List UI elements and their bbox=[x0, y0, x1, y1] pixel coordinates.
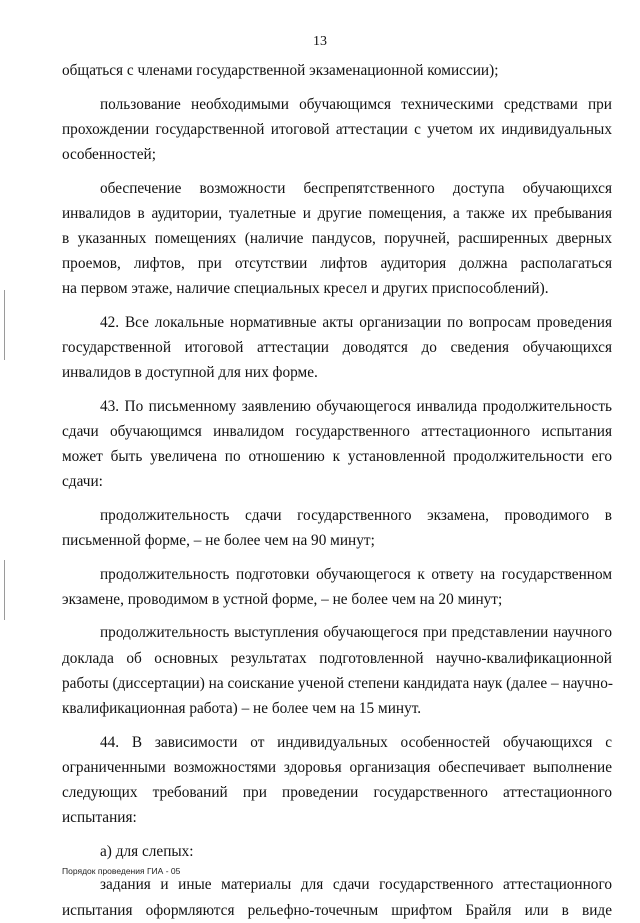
text-line: 44. В зависимости от индивидуальных особенностей обучающихся с bbox=[100, 733, 612, 751]
text-line: государственной итоговой аттестации доводятся до сведения обучающихся bbox=[62, 339, 612, 357]
text-line: следующих требований при проведении государственного аттестационного bbox=[62, 784, 612, 801]
text-line: прохождении государственной итоговой аттестации с учетом их индивидуальных bbox=[62, 120, 612, 138]
text-line: квалификационная работа) – не более чем на 15 минут. bbox=[62, 700, 422, 718]
paragraph-gap bbox=[62, 167, 612, 175]
paragraph-gap bbox=[62, 721, 612, 729]
paragraph-gap bbox=[62, 612, 612, 620]
text-line: испытания: bbox=[62, 809, 137, 827]
paragraph-gap bbox=[62, 830, 612, 838]
text-line: 43. По письменному заявлению обучающегося инвалида продолжительность bbox=[100, 397, 612, 415]
text-line: письменной форме, – не более чем на 90 минут; bbox=[62, 532, 375, 550]
text-line: продолжительность подготовки обучающегося к ответу на государственном bbox=[100, 565, 612, 583]
paragraph-gap bbox=[62, 385, 612, 393]
text-line: на первом этаже, наличие специальных кресел и других приспособлений). bbox=[62, 280, 549, 298]
text-line: инвалидов в аудитории, туалетные и другие помещения, а также их пребывания bbox=[62, 204, 612, 222]
text-line: сдачи: bbox=[62, 473, 103, 491]
text-line: особенностей; bbox=[62, 145, 156, 163]
text-line: задания и иные материалы для сдачи государственного аттестационного bbox=[100, 876, 612, 894]
text-line: работы (диссертации) на соискание ученой степени кандидата наук (далее – научно- bbox=[62, 674, 613, 692]
text-line: а) для слепых: bbox=[100, 842, 194, 860]
document-body bbox=[62, 58, 612, 923]
text-line: доклада об основных результатах подготовленной научно-квалификационной bbox=[62, 649, 612, 667]
paragraph-gap bbox=[62, 301, 612, 309]
page-number: 13 bbox=[313, 34, 327, 49]
scan-margin-mark bbox=[4, 560, 5, 620]
text-line: пользование необходимыми обучающимся техническими средствами при bbox=[100, 95, 612, 113]
text-line: продолжительность сдачи государственного экзамена, проводимого в bbox=[100, 506, 612, 524]
text-line: обеспечение возможности беспрепятственного доступа обучающихся bbox=[100, 179, 612, 197]
text-line: может быть увеличена по отношению к установленной продолжительности его bbox=[62, 448, 612, 466]
text-line: ограниченными возможностями здоровья организация обеспечивает выполнение bbox=[62, 758, 612, 776]
paragraph-gap bbox=[62, 83, 612, 91]
paragraph-gap bbox=[62, 495, 612, 503]
text-line: продолжительность выступления обучающегося при представлении научного bbox=[100, 624, 612, 642]
text-line: проемов, лифтов, при отсутствии лифтов аудитория должна располагаться bbox=[62, 255, 612, 273]
text-line: экзамене, проводимом в устной форме, – не более чем на 20 минут; bbox=[62, 590, 503, 608]
text-line: общаться с членами государственной экзаменационной комиссии); bbox=[62, 62, 499, 79]
text-line: в указанных помещениях (наличие пандусов, поручней, расширенных дверных bbox=[62, 229, 612, 247]
scan-margin-mark bbox=[4, 290, 5, 360]
text-line: сдачи обучающимся инвалидом государственного аттестационного испытания bbox=[62, 423, 612, 440]
text-line: инвалидов в доступной для них форме. bbox=[62, 364, 318, 382]
text-line: испытания оформляются рельефно-точечным шрифтом Брайля или в виде bbox=[62, 901, 612, 919]
text-line: 42. Все локальные нормативные акты организации по вопросам проведения bbox=[100, 313, 612, 331]
footer-note: Порядок проведения ГИА - 05 bbox=[62, 866, 181, 876]
paragraph-gap bbox=[62, 553, 612, 561]
